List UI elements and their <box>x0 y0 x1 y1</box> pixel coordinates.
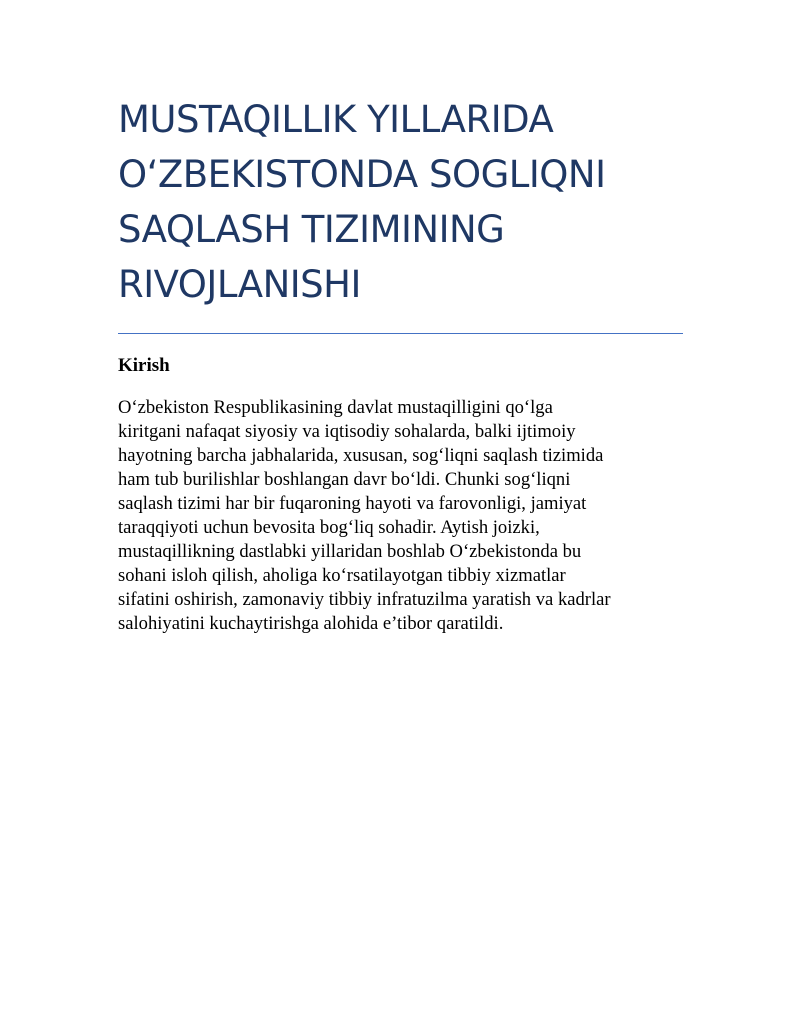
paragraph-line: sohani isloh qilish, aholiga ko‘rsatilayotgan tibbiy xizmatlar <box>118 565 566 586</box>
title-line: MUSTAQILLIK YILLARIDA <box>118 98 554 141</box>
paragraph-line: saqlash tizimi har bir fuqaroning hayoti va farovonligi, jamiyat <box>118 493 587 514</box>
paragraph-line: kiritgani nafaqat siyosiy va iqtisodiy sohalarda, balki ijtimoiy <box>118 421 576 442</box>
paragraph-line: O‘zbekiston Respublikasining davlat mustaqilligini qo‘lga <box>118 397 553 418</box>
paragraph-line: salohiyatini kuchaytirishga alohida e’tibor qaratildi. <box>118 613 504 634</box>
paragraph-line: hayotning barcha jabhalarida, xususan, sog‘liqni saqlash tizimida <box>118 445 604 466</box>
title-divider <box>118 333 683 334</box>
title-line: SAQLASH TIZIMINING <box>118 208 505 251</box>
paragraph-line: mustaqillikning dastlabki yillaridan boshlab O‘zbekistonda bu <box>118 541 582 562</box>
paragraph-line: sifatini oshirish, zamonaviy tibbiy infratuzilma yaratish va kadrlar <box>118 589 611 610</box>
title-line: RIVOJLANISHI <box>118 263 361 306</box>
document-title <box>118 92 688 312</box>
paragraph-line: taraqqiyoti uchun bevosita bog‘liq sohadir. Aytish joizki, <box>118 517 540 538</box>
paragraph-line: ham tub burilishlar boshlangan davr bo‘ldi. Chunki sog‘liqni <box>118 469 571 490</box>
intro-paragraph <box>118 396 686 636</box>
section-heading: Kirish <box>118 355 170 376</box>
title-line: O‘ZBEKISTONDA SOGLIQNI <box>118 153 606 196</box>
